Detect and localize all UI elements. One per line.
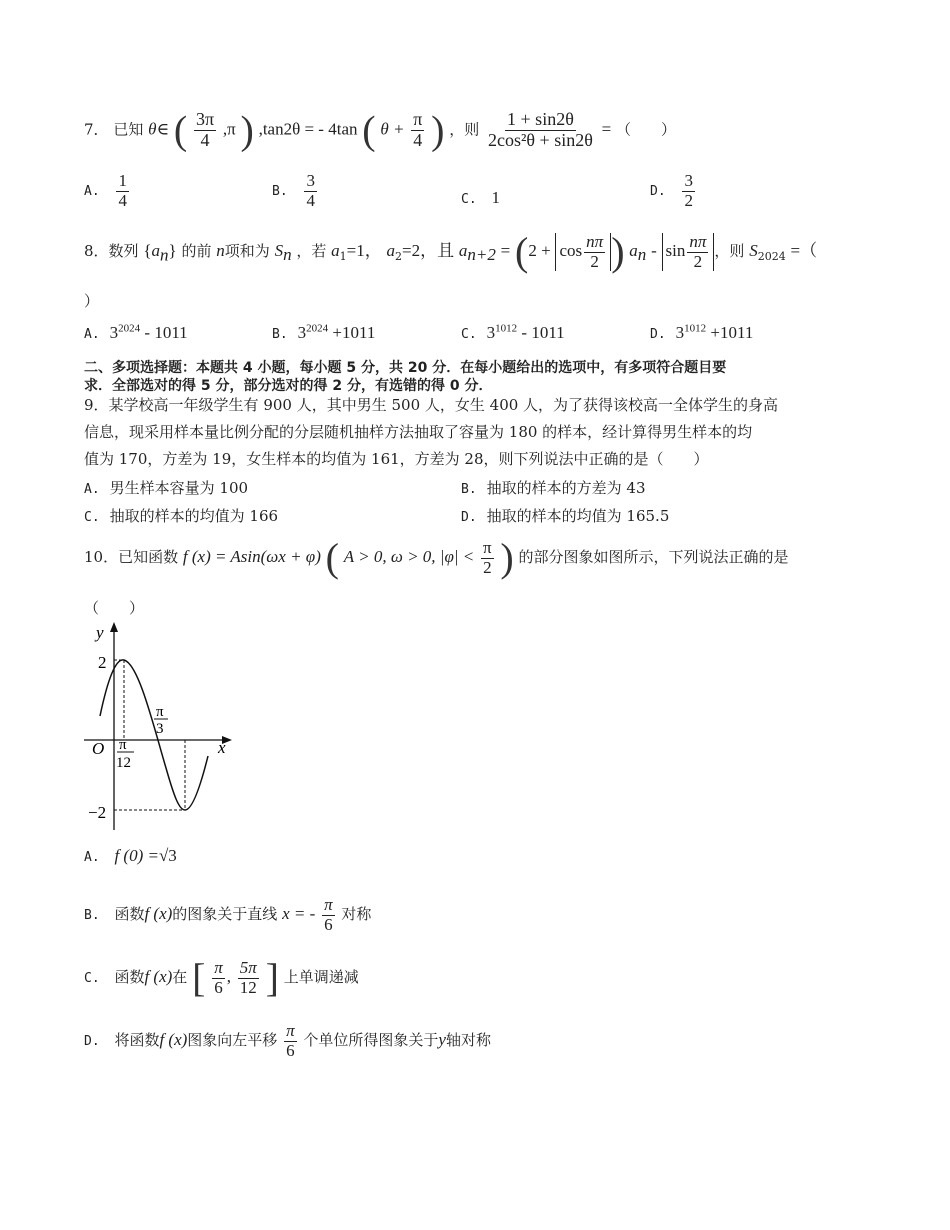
variable-s: S [274,241,284,260]
q7-option-c [461,188,500,208]
shift-fraction: $\frac{\pi}{6}$ [286,1021,295,1060]
option-expression: $3^{2024} +1011$ [297,322,376,342]
question-10-blank: （ ） [84,599,145,617]
interval-start: $\frac{\pi}{6}$ [214,957,223,997]
option-expression: $3^{1012} +1011$ [675,322,754,342]
q7-option-d [650,172,697,210]
q10-option-b [84,896,371,934]
option-label: B. [84,908,100,924]
option-text: 图象向左平移 [187,1031,278,1050]
q9-option-a [84,477,248,498]
option-text: 函数 [114,968,145,986]
tick1-denominator: 12 [116,755,131,771]
subscript: 1 [339,250,347,263]
option-text: 抽取的样本的均值为 166 [109,507,279,525]
interval-end: $\frac{5\pi}{12}$ [239,957,257,997]
question-text: 的部分图象如图所示，下列说法正确的是 [518,548,789,566]
q10-option-c [84,955,359,1000]
option-fraction: $\frac{\pi}{6}$ [324,895,333,934]
q8-option-c [461,322,565,343]
sine-graph [84,618,244,838]
option-label: D. [650,326,666,342]
option-text: 男生样本容量为 100 [109,479,249,497]
condition-text: θ∈ [148,119,170,139]
option-expression: $3^{1012} - 1011$ [486,322,565,342]
option-text: 抽取的样本的方差为 43 [486,479,646,497]
max-label: 2 [98,653,107,672]
option-label: B. [272,326,288,342]
left-paren: ( [515,229,529,274]
condition-fraction: $\frac{\pi}{2}$ [483,537,492,577]
function-definition: f (x) = Asin(ωx + φ) [182,547,321,566]
q10-option-d [84,1022,491,1060]
option-label: D. [84,1034,100,1050]
variable-a1: a [331,241,340,260]
option-label: B. [272,184,288,200]
question-text: 的前 [181,242,212,260]
variable-a2: a [386,241,396,260]
option-text: 抽取的样本的均值为 165.5 [486,507,670,525]
variable-n: n [216,241,225,260]
y-axis-label: y [96,623,104,642]
tick2-numerator: π [156,704,164,720]
question-text: 已知 [113,120,144,139]
comma: , [226,967,231,986]
option-text: 上单调递减 [283,968,359,986]
option-fraction: $\frac{1}{4}$ [118,171,127,210]
q10-option-a [84,846,177,866]
line-equation: x = - [282,904,316,924]
right-paren: ) [611,229,625,274]
condition: A > 0, ω > 0, |φ| < [343,547,475,566]
option-text: 轴对称 [445,1031,491,1050]
option-label: B. [461,482,477,497]
question-text: 数列 [108,242,139,260]
right-paren: ) [240,107,254,153]
left-paren: ( [362,107,376,153]
minus: - [651,241,657,260]
option-expression: $3^{2024} - 1011$ [109,322,188,342]
option-text: 在 [172,968,188,986]
target-fraction: $\frac{1 + \sin 2\theta}{\text{2cos²θ + sin2θ}}$ [488,109,593,150]
origin-label: O [92,739,105,758]
answer-blank: （ ） [615,120,676,139]
option-fraction: $\frac{3}{2}$ [684,171,693,210]
option-label: C. [84,510,100,525]
option-label: D. [650,184,666,200]
function-name: f (x) [159,1030,188,1050]
option-label: A. [84,850,100,865]
option-text: 将函数 [114,1031,160,1050]
option-text: 对称 [341,905,372,924]
q9-line2: 信息，现采用样本量比例分配的分层随机抽样方法抽取了容量为 180 的样本，经计算得男生样本的均 [84,423,753,441]
q9-line1: 9．某学校高一年级学生有 900 人，其中男生 500 人，女生 400 人，为了获得该校高一全体学生的身高 [84,396,779,414]
abs-cos: cos $\frac{n\pi}{2}$ [555,233,611,271]
q8-option-a [84,322,188,343]
question-text: ，若 [296,242,327,260]
section-heading-line1: 二、多项选择题：本题共 4 小题，每小题 5 分，共 20 分．在每小题给出的选项中，有多项符合题目要 [84,360,727,376]
q9-option-b [461,477,646,498]
tick1-numerator: π [119,737,127,753]
min-label: −2 [88,803,107,822]
subscript: n [283,245,292,264]
q7-option-b [272,172,319,210]
option-fraction: $\frac{3}{4}$ [306,171,315,210]
tan-equation: ,tan2θ = - 4tan [258,119,358,139]
recurrence-lhs: a [458,241,468,260]
q8-option-b [272,322,375,343]
left-paren: ( [173,107,188,153]
equals: = [500,241,511,260]
option-expression: f (0) = [114,846,159,865]
abs-sin: sin $\frac{n\pi}{2}$ [662,233,715,271]
function-name: f (x) [144,904,173,924]
y-axis-variable: y [438,1030,446,1050]
option-text: 的图象关于直线 [172,905,278,924]
option-label: A. [84,184,100,200]
sine-curve [100,660,208,810]
subscript: n+2 [467,245,496,264]
a1-value: =1， [346,241,382,260]
left-paren: ( [325,535,339,580]
interval-end: ,π [222,119,236,139]
y-axis-arrow [110,622,118,632]
option-label: A. [84,482,100,497]
question-number: 7． [84,120,109,139]
subscript: 2024 [757,250,786,263]
right-paren: ) [431,107,445,153]
right-bracket: ] [265,955,279,1000]
argument: θ + [380,119,405,139]
question-10 [84,535,789,580]
variable-an: a [629,241,638,260]
option-label: C. [461,192,477,207]
option-label: A. [84,326,100,342]
option-label: C. [461,326,477,342]
sequence-braces: $\{a_n\}$ [143,241,177,265]
subscript: n [637,245,647,264]
question-number: 10． [84,548,119,566]
interval-fraction: $\frac{3\pi}{4}$ [195,109,215,150]
argument-fraction: $\frac{\pi}{4}$ [413,109,423,150]
equals: = [601,119,612,139]
section-heading-line2: 求．全部选对的得 5 分，部分选对的得 2 分，有选错的得 0 分． [84,378,493,394]
option-text: 函数 [114,905,145,924]
q7-option-a [84,172,131,210]
constant-two: 2 + [528,241,551,260]
option-value: √3 [158,846,177,865]
q8-option-d [650,322,753,343]
a2-value: =2，且 [402,241,455,260]
then-text: ，则 [449,120,480,139]
question-8-close: ） [84,292,100,310]
subscript: 2 [395,250,403,263]
left-bracket: [ [192,955,206,1000]
question-text: ，则 [714,242,745,260]
q9-option-c [84,505,278,526]
option-label: C. [84,971,100,986]
option-label: D. [461,510,477,525]
question-text: 已知函数 [118,548,179,566]
tick2-denominator: 3 [156,721,164,737]
q9-line3: 值为 170，方差为 19，女生样本的均值为 161，方差为 28，则下列说法中正确的是（ ） [84,450,709,468]
x-axis-label: x [218,738,226,757]
question-7 [84,107,676,153]
option-text: 个单位所得图象关于 [303,1031,439,1050]
right-paren: ) [500,535,514,580]
question-8 [84,229,818,274]
question-number: 8． [84,242,109,260]
q9-option-d [461,505,669,526]
variable-s2024: S [749,241,758,260]
function-name: f (x) [144,967,173,986]
answer-blank: =（ [790,241,818,260]
question-text: 项和为 [224,242,270,260]
option-text: 1 [491,188,500,207]
